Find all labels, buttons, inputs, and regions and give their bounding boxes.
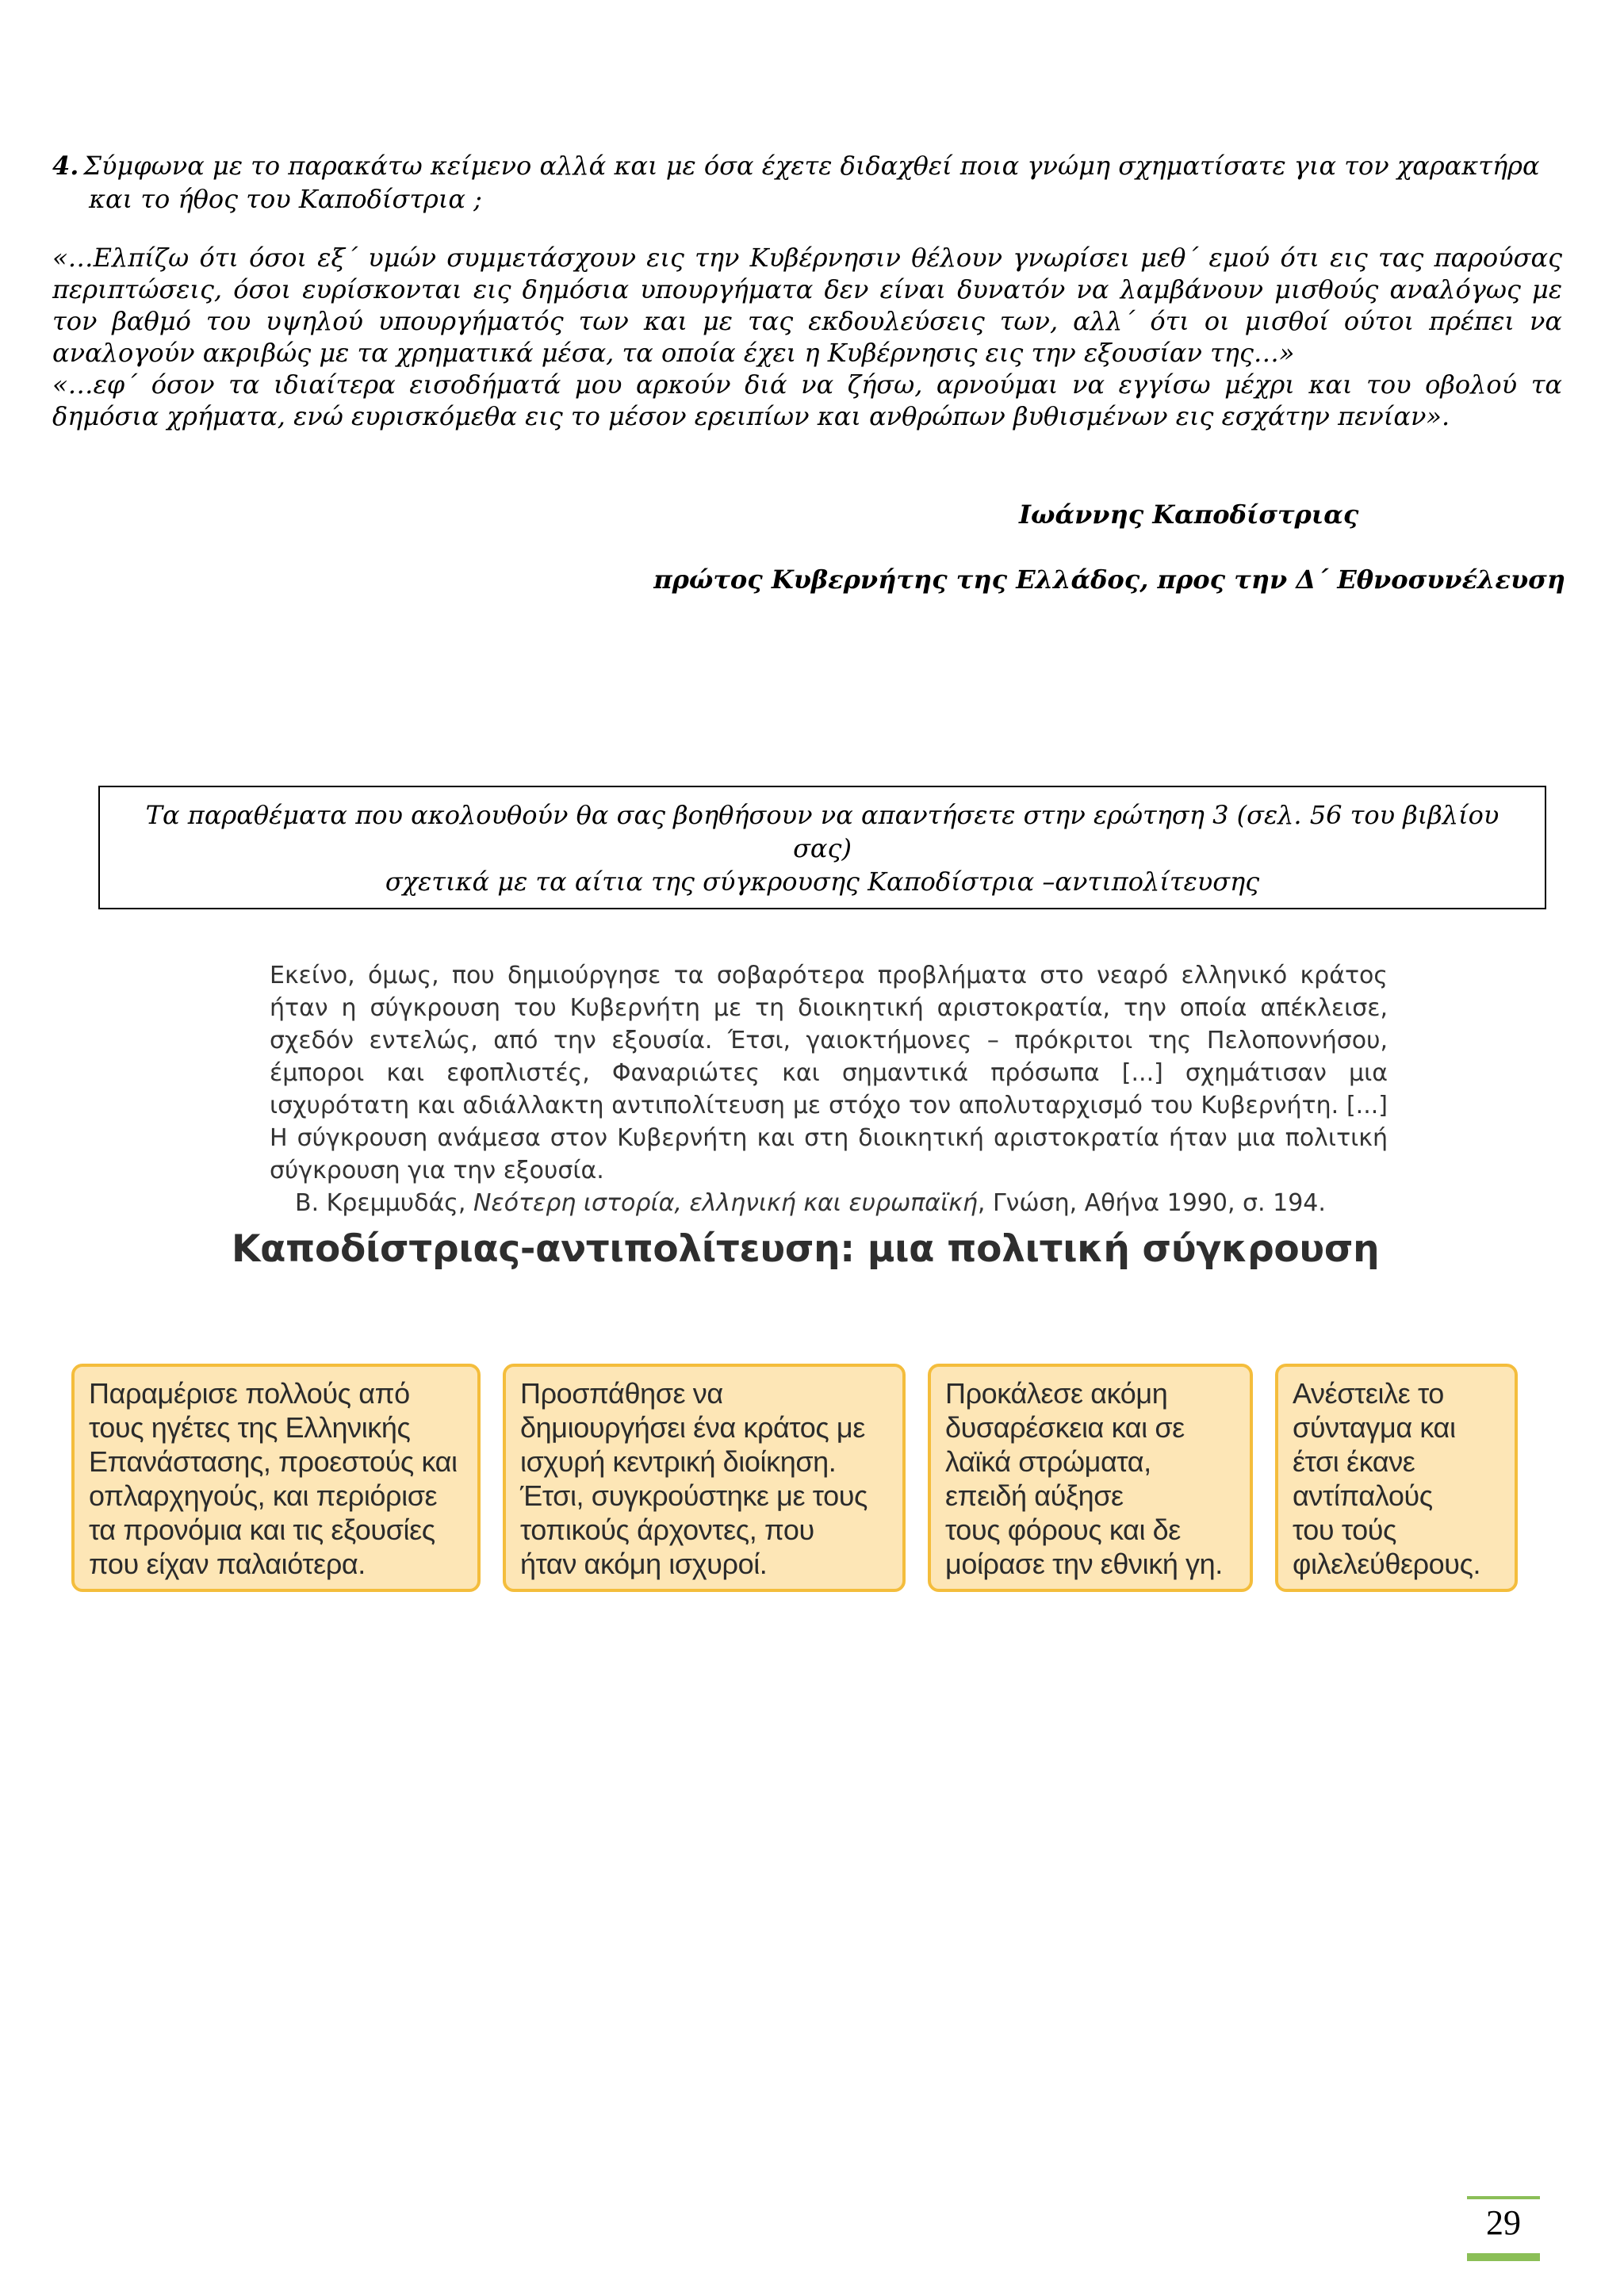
page-number-rule-top — [1467, 2196, 1540, 2199]
page-number-rule-bottom — [1467, 2253, 1540, 2261]
card-line: Έτσι, συγκρούστηκε με τους — [520, 1479, 868, 1512]
card-line: Προκάλεσε ακόμη — [945, 1377, 1168, 1410]
card-line: οπλαρχηγούς, και περιόρισε — [89, 1479, 438, 1512]
card-line: ήταν ακόμη ισχυροί. — [520, 1548, 768, 1580]
card-line: μοίρασε την εθνική γη. — [945, 1548, 1223, 1580]
quote-paragraph-1: «…Ελπίζω ότι όσοι εξ΄ υμών συμμετάσχουν εις την Κυβέρνησιν θέλουν γνωρίσει μεθ΄ εμού ότι εις τας παρούσας περιπτώσεις, όσοι ευρίσκονται εις δημόσια υπουργήματα δεν είναι δυνατόν να λαμβάνουν μισθούς αναλόγως με τον βαθμό του υψηλού υπουργήματός των και με τας εκδουλεύσεις των, αλλ΄ ότι οι μισθοί ούτοι πρέπει να αναλογούν ακριβώς με τα χρηματικά μέσα, τα οποία έχει η Κυβέρνησις εις την εξουσίαν της…» — [52, 243, 1562, 368]
card-line: Ανέστειλε το — [1293, 1377, 1444, 1410]
notice-box — [98, 786, 1546, 909]
card-line: δυσαρέσκεια και σε — [945, 1411, 1185, 1444]
question-number: 4. — [52, 151, 79, 181]
card-line: Προσπάθησε να — [520, 1377, 723, 1410]
card-line: τους ηγέτες της Ελληνικής — [89, 1411, 411, 1444]
card-line: που είχαν παλαιότερα. — [89, 1548, 366, 1580]
card-line: δημιουργήσει ένα κράτος με — [520, 1411, 865, 1444]
card-line: φιλελεύθερους. — [1293, 1548, 1481, 1580]
card-line: λαϊκά στρώματα, — [945, 1445, 1151, 1478]
cause-card-1 — [71, 1364, 481, 1592]
cause-card-4 — [1275, 1364, 1518, 1592]
question-4 — [52, 149, 1575, 216]
cause-card-3 — [928, 1364, 1253, 1592]
card-line: επειδή αύξησε — [945, 1479, 1124, 1512]
card-line: τα προνόμια και τις εξουσίες — [89, 1513, 435, 1546]
page-number: 29 — [1486, 2203, 1521, 2242]
card-line: Επανάστασης, προεστούς και — [89, 1445, 458, 1478]
card-line: αντίπαλούς — [1293, 1479, 1433, 1512]
source-author: Β. Κρεμμυδάς, — [295, 1189, 473, 1217]
card-line: Παραμέρισε πολλούς από — [89, 1377, 410, 1410]
notice-line-1: Τα παραθέματα που ακολουθούν θα σας βοηθήσουν να απαντήσετε στην ερώτηση 3 (σελ. 56 του βιβλίου σας) — [145, 800, 1500, 863]
quote-paragraph-2: «…εφ΄ όσον τα ιδιαίτερα εισοδήματά μου αρκούν διά να ζήσω, αρνούμαι να εγγίσω μέχρι και του οβολού τα δημόσια χρήματα, ενώ ευρισκόμεθα εις το μέσον ερειπίων και ανθρώπων βυθισμένων εις εσχάτην πενίαν». — [52, 369, 1562, 431]
excerpt-text: Εκείνο, όμως, που δημιούργησε τα σοβαρότερα προβλήματα στο νεαρό ελληνικό κράτος ήταν η σύγκρουση του Κυβερνήτη με τη διοικητική αριστοκρατία, την οποία απέκλεισε, σχεδόν εντελώς, από την εξουσία. Έτσι, γαιοκτήμονες – πρόκριτοι της Πελοποννήσου, έμποροι και εφοπλιστές, Φαναριώτες και σημαντικά πρόσωπα [...] σχημάτισαν μια ισχυρότατη και αδιάλλακτη αντιπολίτευση με στόχο τον απολυταρχισμό του Κυβερνήτη. [...] Η σύγκρουση ανάμεσα στον Κυβερνήτη και στη διοικητική αριστοκρατία ήταν μια πολιτική σύγκρουση για την εξουσία. — [270, 962, 1388, 1184]
excerpt-source — [270, 1187, 1388, 1219]
card-line: τοπικούς άρχοντες, που — [520, 1513, 814, 1546]
card-line: σύνταγμα και — [1293, 1411, 1456, 1444]
source-details: , Γνώση, Αθήνα 1990, σ. 194. — [977, 1189, 1326, 1217]
source-title: Νεότερη ιστορία, ελληνική και ευρωπαϊκή — [473, 1189, 978, 1217]
kapodistrias-quote — [52, 242, 1562, 432]
section-heading: Καποδίστριας-αντιπολίτευση: μια πολιτική σύγκρουση — [232, 1227, 1380, 1271]
card-line: τους φόρους και δε — [945, 1513, 1181, 1546]
question-text-line2: και το ήθος του Καποδίστρια ; — [89, 184, 482, 214]
signature-name: Ιωάννης Καποδίστριας — [1019, 499, 1359, 530]
card-line: έτσι έκανε — [1293, 1445, 1415, 1478]
question-text-line1: Σύμφωνα με το παρακάτω κείμενο αλλά και με όσα έχετε διδαχθεί ποια γνώμη σχηματίσατε για τον χαρακτήρα — [83, 151, 1540, 181]
notice-line-2: σχετικά με τα αίτια της σύγκρουσης Καποδίστρια –αντιπολίτευσης — [385, 867, 1260, 897]
card-line: ισχυρή κεντρική διοίκηση. — [520, 1445, 837, 1478]
historian-excerpt — [270, 959, 1388, 1219]
cause-card-2 — [503, 1364, 906, 1592]
signature-title: πρώτος Κυβερνήτης της Ελλάδος, προς την Δ΄ Εθνοσυνέλευση — [653, 564, 1565, 595]
card-line: του τούς — [1293, 1513, 1396, 1546]
